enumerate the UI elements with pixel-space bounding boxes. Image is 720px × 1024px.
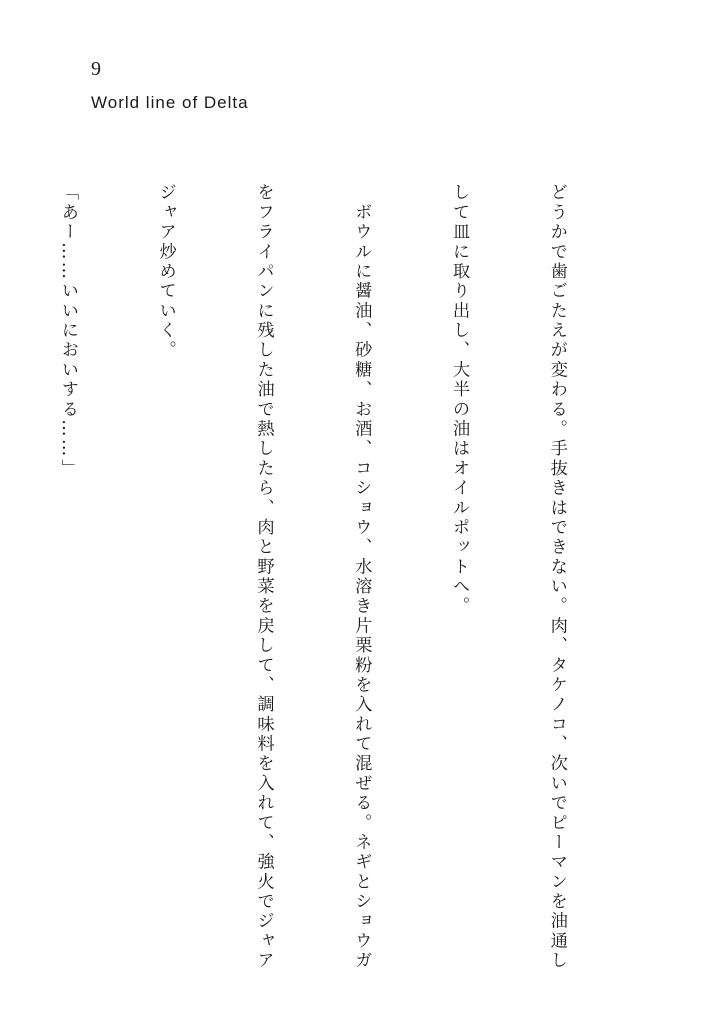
body-text: [57, 183, 638, 983]
text-line: ジャア炒めていく。: [155, 183, 176, 361]
text-line: して皿に取り出し、大半の油はオイルポットへ。: [449, 183, 470, 617]
text-line: ボウルに醤油、砂糖、お酒、コショウ、水溶き片栗粉を入れて混ぜる。ネギとショウガ: [351, 183, 372, 971]
text-line: どうかで歯ごたえが変わる。手抜きはできない。肉、タケノコ、次いでピーマンを油通し: [546, 183, 567, 971]
page-number: 9: [91, 58, 102, 80]
chapter-title: World line of Delta: [91, 93, 249, 112]
text-line: をフライパンに残した油で熱したら、肉と野菜を戻して、調味料を入れて、強火でジャア: [253, 183, 274, 971]
text-line: 「あー……いいにおいする……」: [57, 183, 78, 479]
